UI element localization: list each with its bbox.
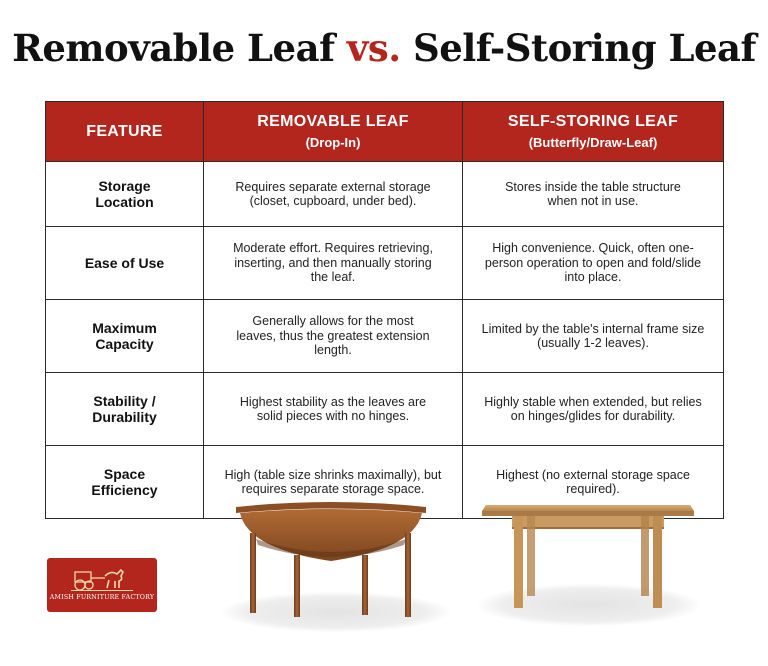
feature-cell: Space Efficiency — [46, 446, 204, 519]
removable-cell: Generally allows for the most leaves, thus the greatest extension length. — [204, 300, 463, 373]
title-vs: vs. — [346, 26, 401, 70]
page-title — [0, 26, 768, 70]
header-selfstoring-title: SELF-STORING LEAF — [507, 113, 679, 130]
comparison-table — [45, 101, 724, 519]
table-row — [46, 373, 724, 446]
selfstoring-cell: Limited by the table's internal frame size (usually 1-2 leaves). — [463, 300, 724, 373]
selfstoring-cell: Highly stable when extended, but relies on hinges/glides for durability. — [463, 373, 724, 446]
feature-cell: Stability / Durability — [46, 373, 204, 446]
header-row — [46, 102, 724, 162]
draw-leaf-table-icon — [482, 503, 694, 613]
title-part-selfstoring: Self-Storing Leaf — [412, 26, 756, 70]
removable-cell: Moderate effort. Requires retrieving, inserting, and then manually storing the leaf. — [204, 227, 463, 300]
header-removable-title: REMOVABLE LEAF — [257, 113, 409, 130]
logo-text: AMISH FURNITURE FACTORY — [49, 594, 155, 601]
table-row — [46, 162, 724, 227]
selfstoring-cell: Highest (no external storage space required). — [463, 446, 724, 519]
selfstoring-cell: Stores inside the table structure when not in use. — [463, 162, 724, 227]
header-removable-subtitle: (Drop-In) — [305, 135, 361, 150]
feature-cell: Maximum Capacity — [46, 300, 204, 373]
drop-leaf-table-icon — [228, 499, 434, 624]
feature-cell: Ease of Use — [46, 227, 204, 300]
selfstoring-cell: High convenience. Quick, often one-person operation to open and fold/slide into place. — [463, 227, 724, 300]
brand-logo — [47, 558, 157, 612]
table-row — [46, 227, 724, 300]
header-self-storing-leaf — [463, 102, 724, 162]
removable-cell: Requires separate external storage (closet, cupboard, under bed). — [204, 162, 463, 227]
header-removable-leaf — [204, 102, 463, 162]
header-selfstoring-subtitle: (Butterfly/Draw-Leaf) — [528, 135, 658, 150]
header-feature: FEATURE — [46, 102, 204, 162]
horse-buggy-icon — [71, 566, 133, 592]
removable-cell: High (table size shrinks maximally), but requires separate storage space. — [204, 446, 463, 519]
feature-cell: Storage Location — [46, 162, 204, 227]
title-part-removable: Removable Leaf — [12, 26, 335, 70]
table-row — [46, 300, 724, 373]
removable-cell: Highest stability as the leaves are solid pieces with no hinges. — [204, 373, 463, 446]
